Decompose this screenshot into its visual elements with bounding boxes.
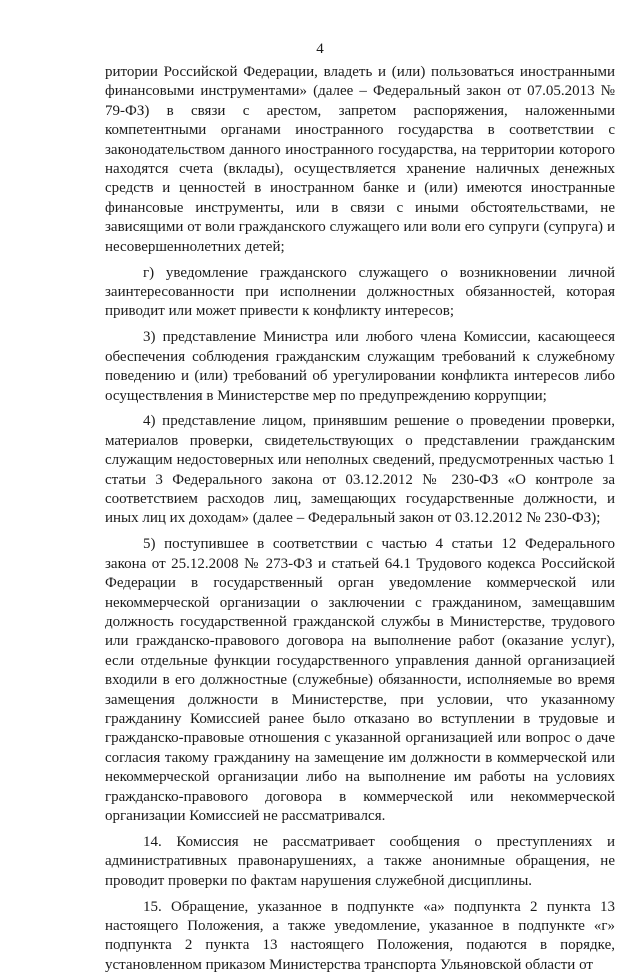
- paragraph-item-5: 5) поступившее в соответствии с частью 4 статьи 12 Федерального закона от 25.12.2008 № 273-ФЗ и статьей 64.1 Трудового кодекса Российской Федерации в государственный орган уведомление коммерческой или некоммерческой организации о заключении с гражданином, замещавшим должность государственной гражданской службы в Министерстве, трудового или гражданско-правового договора на выполнение работ (оказание услуг), если отдельные функции государственного управления данной организацией входили в его должностные (служебные) обязанности, исполняемые во время замещения должности в Министерстве, при условии, что указанному гражданину Комиссией ранее было отказано во вступлении в трудовые и гражданско-правовые отношения с указанной организацией или вопрос о даче согласия такому гражданину на замещение им должности в коммерческой или некоммерческой организации либо на выполнение им работы на условиях гражданско-правового договора в коммерческой или некоммерческой организации Комиссией не рассматривался.: [105, 536, 615, 825]
- paragraph-clause-15: 15. Обращение, указанное в подпункте «а» подпункта 2 пункта 13 настоящего Положения, а также уведомление, указанное в подпункте «г» подпункта 2 пункта 13 настоящего Положения, подаются в порядке, установленном приказом Министерства транспорта Ульяновской области от: [105, 898, 615, 973]
- paragraph-item-4: 4) представление лицом, принявшим решение о проведении проверки, материалов проверки, свидетельствующих о представлении гражданским служащим недостоверных или неполных сведений, предусмотренных частью 1 статьи 3 Федерального закона от 03.12.2012 № 230-ФЗ «О контроле за соответствием расходов лиц, замещающих государственные должности, и иных лиц их доходам» (далее – Федеральный закон от 03.12.2012 № 230-ФЗ);: [105, 413, 615, 527]
- page-number: 4: [316, 41, 324, 57]
- document-body: [105, 63, 615, 975]
- paragraph-subitem-g: г) уведомление гражданского служащего о возникновении личной заинтересованности при исполнении должностных обязанностей, которая приводит или может привести к конфликту интересов;: [105, 264, 615, 320]
- paragraph-continuation: ритории Российской Федерации, владеть и (или) пользоваться иностранными финансовыми инструментами» (далее – Федеральный закон от 07.05.2013 № 79-ФЗ) в связи с арестом, запретом распоряжения, наложенными компетентными органами иностранного государства в соответствии с законодательством данного иностранного государства, на территории которого находятся счета (вклады), осуществляется хранение наличных денежных средств и ценностей в иностранном банке и (или) имеются иностранные финансовые инструменты, или в связи с иными обстоятельствами, не зависящими от воли гражданского служащего или воли его супруги (супруга) и несовершеннолетних детей;: [105, 64, 615, 255]
- paragraph-clause-14: 14. Комиссия не рассматривает сообщения о преступлениях и административных правонарушениях, а также анонимные обращения, не проводит проверки по фактам нарушения служебной дисциплины.: [105, 833, 615, 889]
- paragraph-item-3: 3) представление Министра или любого члена Комиссии, касающееся обеспечения соблюдения гражданским служащим требований к служебному поведению и (или) требований об урегулировании конфликта интересов либо осуществления в Министерстве мер по предупреждению коррупции;: [105, 329, 615, 404]
